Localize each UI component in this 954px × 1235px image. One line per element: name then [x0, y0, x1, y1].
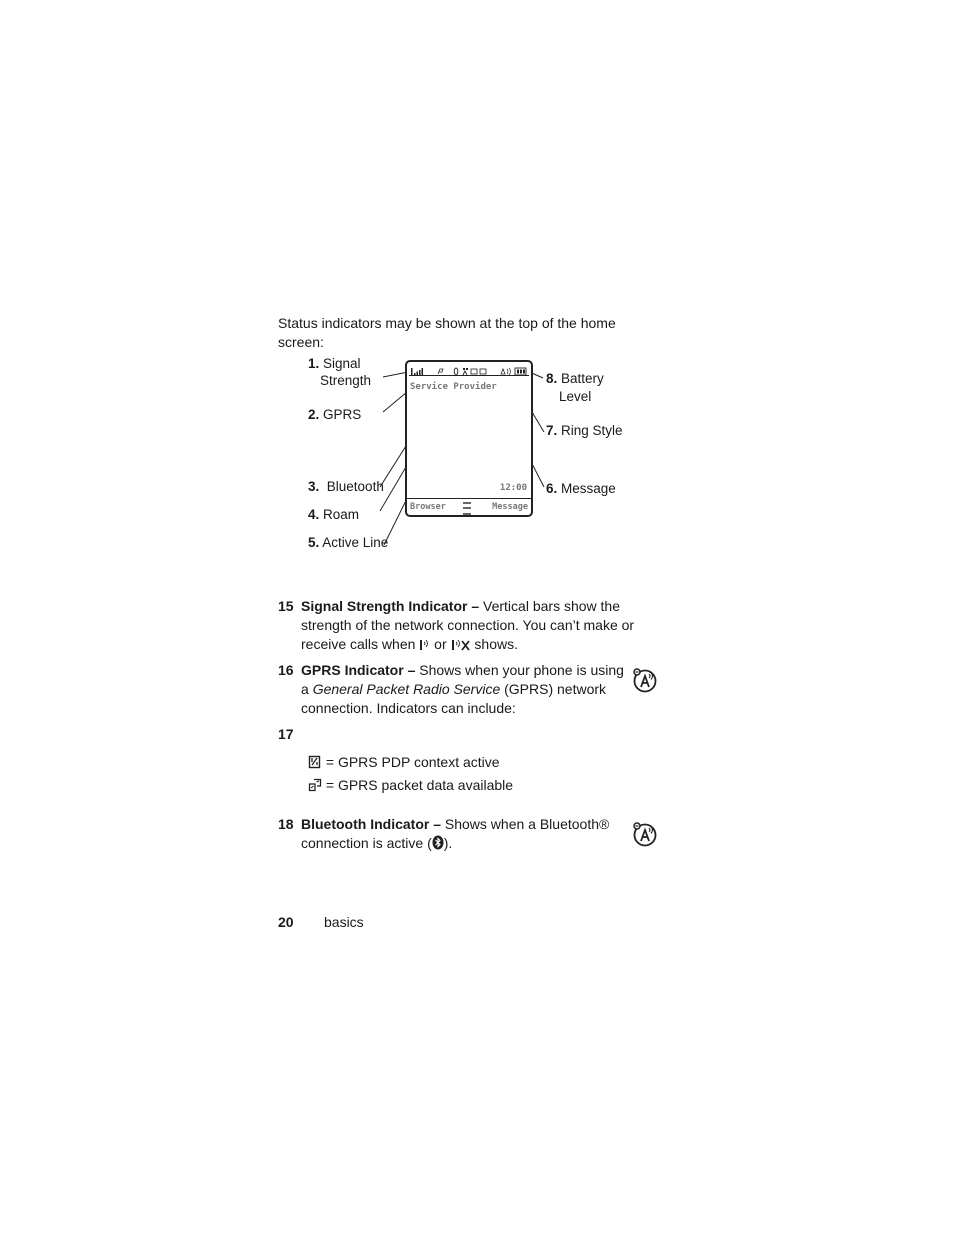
item-number: 15 [278, 598, 294, 614]
item-body: GPRS Indicator – Shows when your phone is using a General Packet Radio Service (GPRS) network connection. Indicators can include: [301, 662, 624, 716]
label-gprs: 2. GPRS [308, 407, 362, 422]
item-number: 18 [278, 816, 294, 832]
label-battery-level: 8. Battery [546, 371, 604, 386]
gprs-pdp-row: = GPRS PDP context active [308, 753, 500, 772]
item-title: Signal Strength Indicator – [301, 598, 480, 614]
page-number: 20 [278, 914, 294, 930]
gprs-packet-row: = GPRS packet data available [308, 776, 513, 795]
label-battery-level-line2: Level [559, 389, 592, 404]
section-name: basics [324, 914, 364, 930]
phone-screen [405, 360, 533, 517]
list-item [278, 597, 648, 657]
soft-key-left: Browser [410, 502, 446, 512]
list-item [278, 661, 648, 721]
gprs-pdp-icon [308, 755, 322, 769]
status-indicator-diagram [300, 352, 640, 557]
item-body: Bluetooth Indicator – Shows when a Bluetooth® connection is active ( ). [301, 816, 610, 851]
label-ring-style: 7. Ring Style [546, 423, 623, 438]
network-dependent-feature-icon [632, 821, 658, 847]
label-active-line: 5. Active Line [308, 535, 389, 550]
gprs-packet-icon [308, 778, 322, 792]
network-dependent-feature-icon [632, 667, 658, 693]
no-signal-icon [419, 638, 430, 651]
list-item [278, 815, 648, 855]
clock-text: 12:00 [499, 483, 527, 493]
label-signal-strength: 1. Signal [308, 356, 361, 371]
label-roam: 4. Roam [308, 507, 360, 522]
service-provider-text: Service Provider [410, 382, 497, 392]
label-bluetooth: 3. Bluetooth [308, 479, 384, 494]
soft-key-right: Message [492, 502, 528, 512]
bluetooth-icon [432, 835, 444, 850]
label-message: 6. Message [546, 481, 616, 496]
soft-key-bar [407, 498, 531, 515]
item-number: 17 [278, 726, 294, 742]
screen-status-bar [409, 364, 529, 376]
intro-text: Status indicators may be shown at the top of the home screen: [278, 315, 616, 350]
item-body: Signal Strength Indicator – Vertical bars show the strength of the network connection. You can’t make or receive calls when or shows. [301, 598, 635, 652]
label-signal-strength-line2: Strength [320, 373, 372, 388]
no-service-icon [451, 638, 471, 651]
item-title: GPRS Indicator – [301, 662, 416, 678]
item-title: Bluetooth Indicator – [301, 816, 441, 832]
list-item [278, 725, 648, 745]
item-number: 16 [278, 662, 294, 678]
menu-icon [463, 502, 471, 515]
status-icons [409, 366, 529, 377]
